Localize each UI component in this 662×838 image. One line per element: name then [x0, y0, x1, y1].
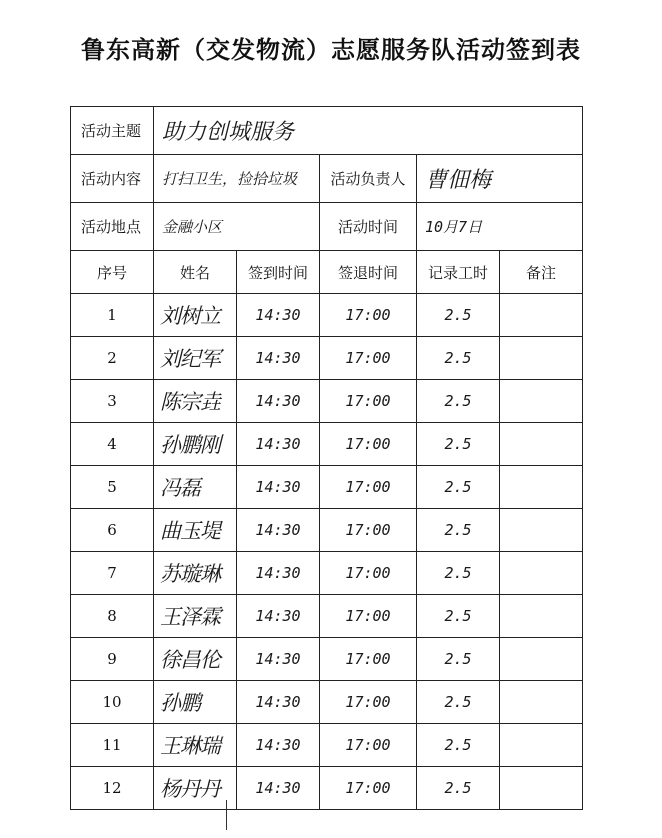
- work-hours: 2.5: [417, 552, 500, 595]
- work-hours: 2.5: [417, 294, 500, 337]
- place-row: [71, 203, 583, 251]
- row-number: 7: [71, 552, 154, 595]
- sign-in-time: 14:30: [237, 681, 320, 724]
- sign-in-time: 14:30: [237, 552, 320, 595]
- sign-out-time: 17:00: [320, 509, 417, 552]
- row-number: 10: [71, 681, 154, 724]
- remarks-cell: [500, 509, 583, 552]
- remarks-cell: [500, 767, 583, 810]
- row-number: 5: [71, 466, 154, 509]
- signature-name: 刘纪军: [154, 337, 237, 380]
- place-label: 活动地点: [71, 203, 154, 251]
- header-sign-in: 签到时间: [237, 251, 320, 294]
- theme-row: [71, 107, 583, 155]
- signature-name: 王琳瑞: [154, 724, 237, 767]
- row-number: 6: [71, 509, 154, 552]
- sign-in-time: 14:30: [237, 767, 320, 810]
- sign-out-time: 17:00: [320, 681, 417, 724]
- pen-stroke-mark: [226, 800, 227, 830]
- signature-name: 陈宗垚: [154, 380, 237, 423]
- signature-name: 孙鹏刚: [154, 423, 237, 466]
- work-hours: 2.5: [417, 509, 500, 552]
- sign-out-time: 17:00: [320, 724, 417, 767]
- time-label: 活动时间: [320, 203, 417, 251]
- header-no: 序号: [71, 251, 154, 294]
- sign-out-time: 17:00: [320, 552, 417, 595]
- work-hours: 2.5: [417, 595, 500, 638]
- work-hours: 2.5: [417, 767, 500, 810]
- content-value: 打扫卫生，捡拾垃圾: [154, 155, 320, 203]
- sign-in-time: 14:30: [237, 337, 320, 380]
- table-row: [71, 509, 583, 552]
- row-number: 9: [71, 638, 154, 681]
- sign-in-time: 14:30: [237, 638, 320, 681]
- remarks-cell: [500, 337, 583, 380]
- content-row: [71, 155, 583, 203]
- signature-name: 王泽霖: [154, 595, 237, 638]
- sign-in-time: 14:30: [237, 423, 320, 466]
- header-name: 姓名: [154, 251, 237, 294]
- remarks-cell: [500, 724, 583, 767]
- sign-in-time: 14:30: [237, 466, 320, 509]
- table-row: [71, 638, 583, 681]
- column-header-row: [71, 251, 583, 294]
- row-number: 12: [71, 767, 154, 810]
- sign-out-time: 17:00: [320, 638, 417, 681]
- work-hours: 2.5: [417, 638, 500, 681]
- theme-label: 活动主题: [71, 107, 154, 155]
- sign-out-time: 17:00: [320, 380, 417, 423]
- work-hours: 2.5: [417, 423, 500, 466]
- sign-in-time: 14:30: [237, 509, 320, 552]
- content-label: 活动内容: [71, 155, 154, 203]
- table-row: [71, 423, 583, 466]
- header-hours: 记录工时: [417, 251, 500, 294]
- row-number: 3: [71, 380, 154, 423]
- leader-value: 曹佃梅: [417, 155, 583, 203]
- remarks-cell: [500, 552, 583, 595]
- theme-value: 助力创城服务: [154, 107, 583, 155]
- signature-name: 杨丹丹: [154, 767, 237, 810]
- signature-name: 孙鹏: [154, 681, 237, 724]
- signature-name: 冯磊: [154, 466, 237, 509]
- sign-out-time: 17:00: [320, 595, 417, 638]
- row-number: 1: [71, 294, 154, 337]
- sign-out-time: 17:00: [320, 423, 417, 466]
- remarks-cell: [500, 294, 583, 337]
- sign-out-time: 17:00: [320, 294, 417, 337]
- work-hours: 2.5: [417, 466, 500, 509]
- remarks-cell: [500, 466, 583, 509]
- sign-in-table: [70, 106, 583, 810]
- sign-out-time: 17:00: [320, 337, 417, 380]
- table-row: [71, 681, 583, 724]
- table-row: [71, 767, 583, 810]
- work-hours: 2.5: [417, 337, 500, 380]
- sign-in-time: 14:30: [237, 595, 320, 638]
- sign-out-time: 17:00: [320, 466, 417, 509]
- table-row: [71, 724, 583, 767]
- page-title: 鲁东高新（交发物流）志愿服务队活动签到表: [81, 36, 581, 64]
- table-row: [71, 294, 583, 337]
- sign-in-time: 14:30: [237, 724, 320, 767]
- work-hours: 2.5: [417, 380, 500, 423]
- row-number: 4: [71, 423, 154, 466]
- place-value: 金融小区: [154, 203, 320, 251]
- leader-label: 活动负责人: [320, 155, 417, 203]
- work-hours: 2.5: [417, 724, 500, 767]
- table-row: [71, 337, 583, 380]
- sign-out-time: 17:00: [320, 767, 417, 810]
- header-sign-out: 签退时间: [320, 251, 417, 294]
- remarks-cell: [500, 638, 583, 681]
- table-row: [71, 595, 583, 638]
- table-row: [71, 380, 583, 423]
- signature-name: 徐昌伦: [154, 638, 237, 681]
- row-number: 11: [71, 724, 154, 767]
- signature-name: 刘树立: [154, 294, 237, 337]
- header-remarks: 备注: [500, 251, 583, 294]
- time-value: 10月7日: [417, 203, 583, 251]
- work-hours: 2.5: [417, 681, 500, 724]
- signature-name: 曲玉堤: [154, 509, 237, 552]
- table-row: [71, 552, 583, 595]
- sign-in-time: 14:30: [237, 380, 320, 423]
- row-number: 2: [71, 337, 154, 380]
- signature-name: 苏璇琳: [154, 552, 237, 595]
- row-number: 8: [71, 595, 154, 638]
- sign-in-time: 14:30: [237, 294, 320, 337]
- remarks-cell: [500, 380, 583, 423]
- remarks-cell: [500, 423, 583, 466]
- table-row: [71, 466, 583, 509]
- remarks-cell: [500, 595, 583, 638]
- remarks-cell: [500, 681, 583, 724]
